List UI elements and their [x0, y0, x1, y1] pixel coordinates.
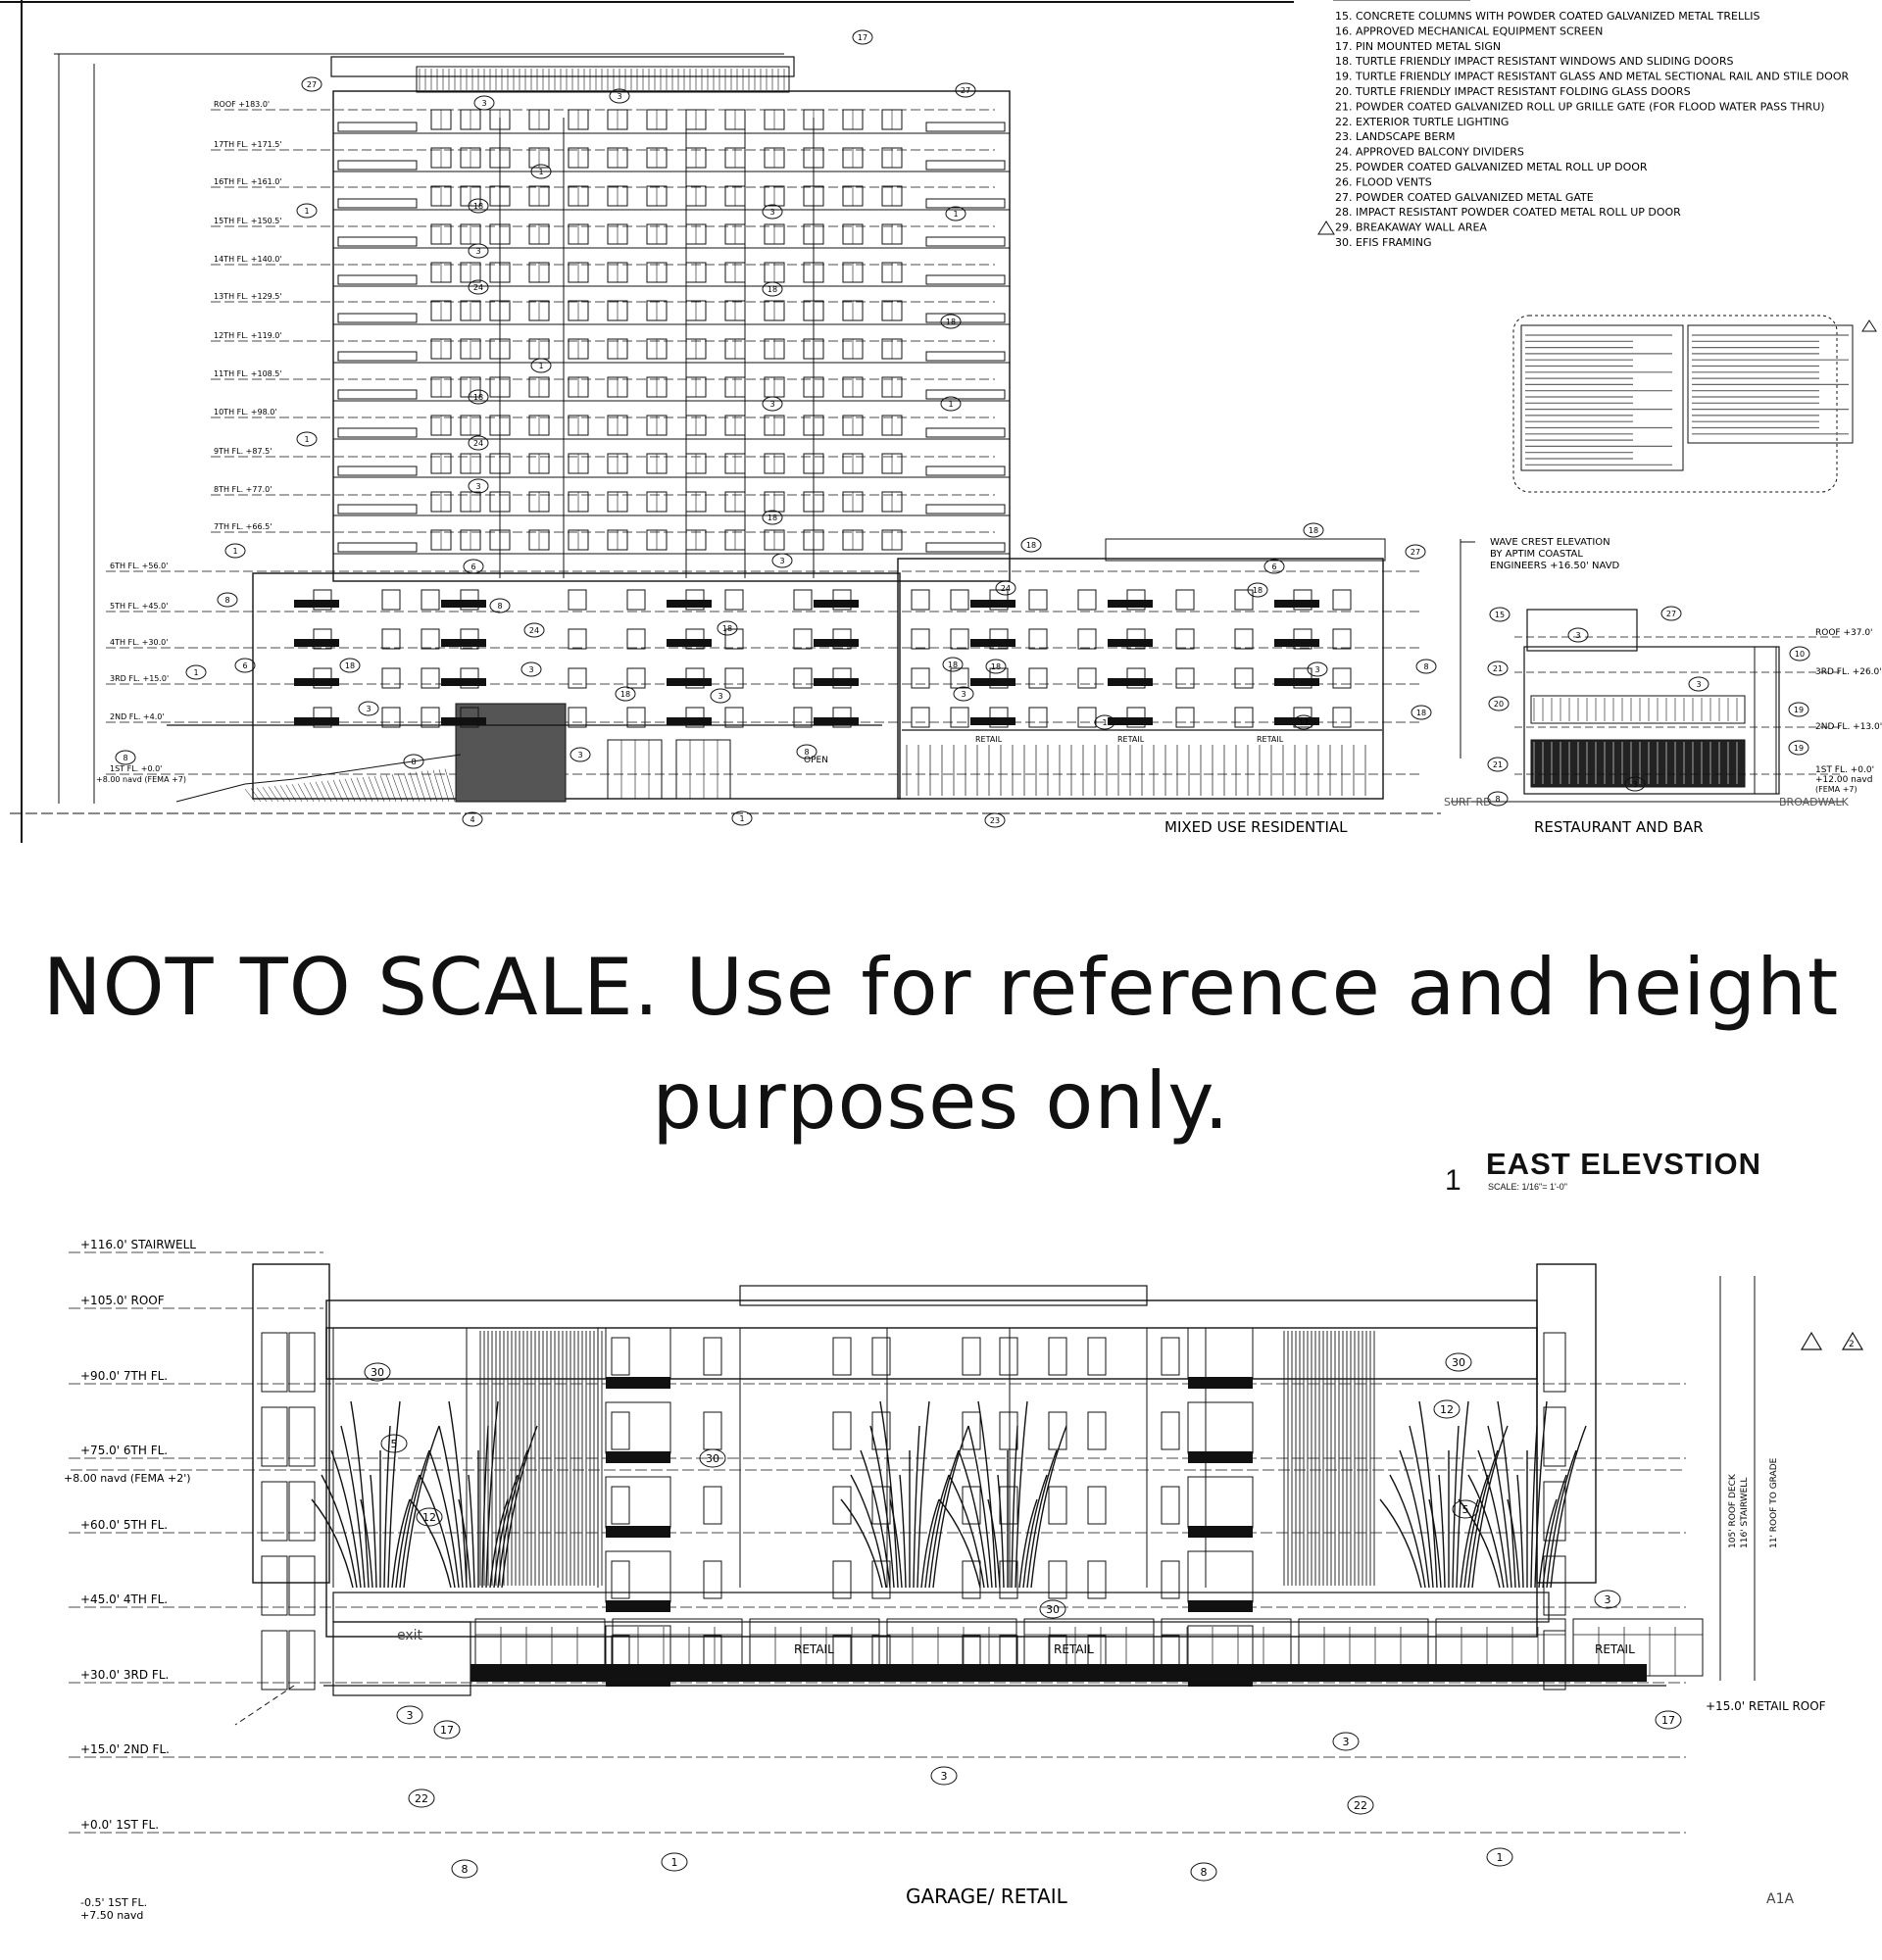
tower — [331, 57, 1010, 581]
svg-text:18: 18 — [472, 202, 484, 211]
svg-text:1: 1 — [948, 400, 954, 409]
keynote-item: 15. CONCRETE COLUMNS WITH POWDER COATED GALVANIZED METAL TRELLIS — [1335, 10, 1760, 23]
keynote-callout — [359, 702, 378, 715]
svg-text:18: 18 — [1308, 526, 1319, 535]
keynote-callout — [218, 593, 237, 607]
keynote-callout — [521, 662, 541, 676]
sheet-number: A1A — [1766, 1891, 1795, 1907]
retail-sign-a: RETAIL — [794, 1642, 834, 1656]
svg-text:30: 30 — [371, 1366, 384, 1379]
keynote-callout — [1333, 1733, 1359, 1750]
keynote-callout — [1308, 662, 1327, 676]
keynote-item: 29. BREAKAWAY WALL AREA — [1335, 220, 1487, 234]
svg-text:3: 3 — [577, 751, 583, 760]
top-level-label: 8TH FL. +77.0' — [214, 485, 272, 494]
svg-text:3: 3 — [528, 665, 534, 674]
keynote-callout — [524, 623, 544, 637]
grass-illustration — [312, 1401, 1586, 1588]
svg-text:3: 3 — [940, 1770, 948, 1783]
keynote-callout — [610, 89, 629, 103]
svg-text:17: 17 — [1298, 718, 1310, 727]
svg-text:24: 24 — [472, 283, 484, 292]
flood-notes-box — [1513, 316, 1876, 492]
svg-text:1: 1 — [538, 168, 544, 176]
rest-3rd-label: 3RD FL. +26.0' — [1815, 667, 1882, 677]
keynote-callout — [1191, 1863, 1216, 1881]
svg-text:8: 8 — [411, 758, 417, 766]
svg-text:1: 1 — [953, 210, 959, 219]
warning-triangle-icon-2 — [1843, 1333, 1862, 1349]
keynote-callout — [464, 560, 483, 573]
keynote-callout — [711, 689, 730, 703]
keynote-callout — [469, 479, 488, 493]
keynote-callout — [1661, 607, 1681, 620]
keynote-callout — [1412, 706, 1431, 719]
svg-text:19: 19 — [1793, 744, 1805, 753]
svg-text:4: 4 — [470, 815, 475, 824]
svg-text:3: 3 — [961, 690, 966, 699]
keynote-item: 21. POWDER COATED GALVANIZED ROLL UP GRILLE GATE (FOR FLOOD WATER PASS THRU) — [1335, 100, 1825, 114]
keynote-item: 25. POWDER COATED GALVANIZED METAL ROLL UP DOOR — [1335, 161, 1648, 173]
keynote-callout — [570, 748, 590, 761]
svg-text:1: 1 — [670, 1856, 678, 1869]
keynote-callout — [931, 1767, 957, 1785]
svg-text:12: 12 — [1440, 1403, 1454, 1416]
svg-text:30: 30 — [1452, 1356, 1465, 1369]
datum-1: +8.00 navd (FEMA +2') — [64, 1472, 191, 1485]
svg-text:3: 3 — [1314, 665, 1320, 674]
keynote-callout — [404, 755, 423, 768]
keynote-callout — [225, 544, 245, 558]
keynote-item: 19. TURTLE FRIENDLY IMPACT RESISTANT GLASS AND METAL SECTIONAL RAIL AND STILE DOOR — [1335, 70, 1850, 83]
bottom-level-label: +116.0' STAIRWELL — [80, 1238, 196, 1251]
svg-text:20: 20 — [1493, 700, 1505, 709]
keynote-callout — [1040, 1600, 1065, 1618]
wave-crest-3: ENGINEERS +16.50' NAVD — [1490, 561, 1620, 571]
svg-text:18: 18 — [1025, 541, 1037, 550]
top-level-label: 6TH FL. +56.0' — [110, 562, 169, 570]
svg-text:1: 1 — [538, 362, 544, 370]
keynote-callout — [853, 30, 872, 44]
svg-text:18: 18 — [947, 661, 959, 669]
keynote-list — [1318, 0, 1849, 249]
svg-text:17: 17 — [440, 1724, 454, 1737]
svg-text:3: 3 — [1632, 780, 1638, 789]
wave-crest-1: WAVE CREST ELEVATION — [1490, 537, 1610, 548]
svg-text:18: 18 — [721, 624, 733, 633]
top-level-label: ROOF +183.0' — [214, 100, 271, 109]
keynote-item: 16. APPROVED MECHANICAL EQUIPMENT SCREEN — [1335, 24, 1604, 38]
svg-text:8: 8 — [1200, 1866, 1208, 1879]
svg-text:18: 18 — [1252, 586, 1263, 595]
bottom-level-label: +90.0' 7TH FL. — [80, 1369, 169, 1383]
keynote-callout — [340, 659, 360, 672]
keynote-callout — [941, 315, 961, 328]
keynote-callout — [116, 751, 135, 764]
svg-text:27: 27 — [1665, 610, 1677, 618]
retail-sign-2: RETAIL — [1117, 735, 1145, 744]
svg-text:6: 6 — [242, 662, 248, 670]
keynote-callout — [985, 813, 1005, 827]
svg-text:21: 21 — [1492, 664, 1504, 673]
retail-sign-3: RETAIL — [1257, 735, 1284, 744]
keynote-callout — [452, 1860, 477, 1878]
svg-text:1: 1 — [304, 207, 310, 216]
keynote-callout — [469, 244, 488, 258]
garage-retail-caption: GARAGE/ RETAIL — [906, 1885, 1067, 1908]
svg-text:3: 3 — [769, 400, 775, 409]
keynote-item: 26. FLOOD VENTS — [1335, 175, 1432, 189]
keynote-callout — [616, 687, 635, 701]
svg-text:8: 8 — [224, 596, 230, 605]
keynote-callout — [1416, 660, 1436, 673]
rest-navd-label: +12.00 navd — [1815, 775, 1873, 785]
svg-text:18: 18 — [767, 285, 778, 294]
keynote-item: 24. APPROVED BALCONY DIVIDERS — [1335, 145, 1524, 159]
keynote-callout — [763, 397, 782, 411]
not-to-scale-notice — [0, 931, 1882, 1158]
keynote-callout — [1264, 560, 1284, 573]
retail-sign-1: RETAIL — [975, 735, 1003, 744]
mixed-use-caption: MIXED USE RESIDENTIAL — [1164, 818, 1348, 836]
top-level-label: 11TH FL. +108.5' — [214, 369, 282, 378]
svg-text:18: 18 — [619, 690, 631, 699]
keynote-callout — [763, 282, 782, 296]
top-level-label: 16TH FL. +161.0' — [214, 177, 282, 186]
keynote-item: 23. LANDSCAPE BERM — [1335, 130, 1456, 144]
notice-line-1: NOT TO SCALE. Use for reference and height — [42, 942, 1840, 1033]
svg-text:30: 30 — [706, 1452, 719, 1465]
keynote-callout — [531, 359, 551, 372]
keynote-callout — [365, 1363, 390, 1381]
keynote-item: 27. POWDER COATED GALVANIZED METAL GATE — [1335, 190, 1594, 204]
keynote-callout — [1789, 703, 1808, 716]
svg-text:21: 21 — [1492, 760, 1504, 769]
retail-sign-b: RETAIL — [1054, 1642, 1094, 1656]
dim-roof-grade: 11' ROOF TO GRADE — [1769, 1457, 1779, 1548]
svg-text:1: 1 — [193, 668, 199, 677]
keynote-callout — [469, 436, 488, 450]
svg-text:6: 6 — [1271, 563, 1277, 571]
dim-stairwell: 116' STAIRWELL — [1740, 1477, 1750, 1548]
warning-triangle-icon — [1802, 1333, 1821, 1349]
svg-text:8: 8 — [1423, 662, 1429, 671]
svg-text:3: 3 — [617, 92, 622, 101]
restaurant-caption: RESTAURANT AND BAR — [1534, 818, 1704, 836]
keynote-callout — [1406, 545, 1425, 559]
svg-text:1: 1 — [1102, 718, 1108, 727]
keynote-callout — [302, 77, 322, 91]
svg-text:12: 12 — [422, 1511, 436, 1524]
keynote-callout — [474, 96, 494, 110]
keynote-callout — [1488, 662, 1508, 675]
svg-text:3: 3 — [475, 482, 481, 491]
keynote-callout — [941, 397, 961, 411]
svg-text:8: 8 — [461, 1863, 469, 1876]
keynote-callout — [409, 1789, 434, 1807]
svg-text:8: 8 — [1495, 795, 1501, 804]
svg-text:27: 27 — [960, 86, 971, 95]
keynote-callout — [1568, 628, 1588, 642]
broadwalk-label: BROADWALK — [1779, 796, 1849, 808]
top-level-label: 1ST FL. +0.0' — [110, 764, 163, 773]
bottom-level-label: +45.0' 4TH FL. — [80, 1592, 169, 1606]
svg-text:15: 15 — [1494, 611, 1506, 619]
svg-text:3: 3 — [366, 705, 371, 713]
keynote-callout — [954, 687, 973, 701]
wave-crest-2: BY APTIM COASTAL — [1490, 549, 1583, 560]
keynote-callout — [1595, 1591, 1620, 1608]
keynote-callout — [1490, 608, 1510, 621]
svg-text:22: 22 — [415, 1792, 428, 1805]
warning-triangle-icon — [1862, 320, 1876, 331]
surf-rd-label: SURF RD — [1444, 796, 1492, 808]
svg-text:24: 24 — [472, 439, 484, 448]
bottom-level-label: +60.0' 5TH FL. — [80, 1518, 169, 1532]
bottom-elevation-drawing — [0, 1215, 1882, 1960]
top-level-label: 13TH FL. +129.5' — [214, 292, 282, 301]
svg-text:1: 1 — [304, 435, 310, 444]
keynote-callout — [763, 511, 782, 524]
svg-text:3: 3 — [475, 247, 481, 256]
svg-text:1: 1 — [739, 814, 745, 823]
top-elevation-drawing — [0, 0, 1882, 853]
keynote-item: 28. IMPACT RESISTANT POWDER COATED METAL ROLL UP DOOR — [1335, 206, 1681, 220]
top-level-lines — [106, 100, 1421, 774]
keynote-callout — [956, 83, 975, 97]
keynote-item: 17. PIN MOUNTED METAL SIGN — [1335, 39, 1502, 53]
svg-text:30: 30 — [1046, 1603, 1060, 1616]
keynote-callout — [1348, 1796, 1373, 1814]
keynote-callout — [772, 554, 792, 567]
keynote-callout — [1488, 758, 1508, 771]
svg-text:8: 8 — [804, 748, 810, 757]
top-level-label: 5TH FL. +45.0' — [110, 602, 169, 611]
svg-text:17: 17 — [1661, 1714, 1675, 1727]
retail-roof-label: +15.0' RETAIL ROOF — [1706, 1699, 1826, 1713]
svg-text:22: 22 — [1354, 1799, 1367, 1812]
svg-text:19: 19 — [1793, 706, 1805, 714]
top-level-label: 15TH FL. +150.5' — [214, 217, 282, 225]
svg-text:18: 18 — [767, 514, 778, 522]
svg-text:18: 18 — [945, 318, 957, 326]
keynote-callout — [763, 205, 782, 219]
bottom-level-label: +0.0' 1ST FL. — [80, 1818, 160, 1832]
svg-text:1: 1 — [1496, 1851, 1504, 1864]
svg-text:3: 3 — [718, 692, 723, 701]
keynote-callout — [1434, 1400, 1460, 1418]
drawing-title: EAST ELEVSTION — [1486, 1147, 1761, 1181]
keynote-callout — [986, 660, 1006, 673]
keynote-callout — [1021, 538, 1041, 552]
rest-1st-label: 1ST FL. +0.0' — [1815, 765, 1875, 775]
retail-sign-c: RETAIL — [1595, 1642, 1635, 1656]
notice-line-2: purposes only. — [652, 1055, 1230, 1147]
keynote-callout — [1304, 523, 1323, 537]
top-level-label: 2ND FL. +4.0' — [110, 712, 165, 721]
keynote-callout — [718, 621, 737, 635]
svg-text:18: 18 — [472, 393, 484, 402]
keynote-callout — [996, 581, 1015, 595]
keynote-callout — [397, 1706, 422, 1724]
top-level-label: 3RD FL. +15.0' — [110, 674, 170, 683]
top-level-label: 9TH FL. +87.5' — [214, 447, 272, 456]
keynote-callout — [463, 812, 482, 826]
svg-text:3: 3 — [1696, 680, 1702, 689]
svg-text:1: 1 — [232, 547, 238, 556]
svg-text:3: 3 — [769, 208, 775, 217]
keynote-callout — [1489, 697, 1509, 710]
open-label: OPEN — [804, 756, 828, 765]
svg-text:18: 18 — [1415, 709, 1427, 717]
drawing-scale: SCALE: 1/16"= 1'-0" — [1488, 1182, 1567, 1192]
svg-text:3: 3 — [779, 557, 785, 565]
base-note: +8.00 navd (FEMA +7) — [96, 775, 186, 784]
bottom-level-label: +75.0' 6TH FL. — [80, 1444, 169, 1457]
svg-text:5: 5 — [390, 1438, 398, 1450]
svg-text:3: 3 — [481, 99, 487, 108]
keynote-callout — [186, 665, 206, 679]
keynote-callout — [1689, 677, 1709, 691]
svg-text:8: 8 — [123, 754, 128, 762]
podium — [167, 539, 1385, 802]
keynote-callout — [469, 280, 488, 294]
svg-text:2: 2 — [1849, 1340, 1855, 1349]
keynote-callout — [1487, 1848, 1512, 1866]
svg-text:3: 3 — [1575, 631, 1581, 640]
keynote-callout — [732, 811, 752, 825]
svg-text:6: 6 — [470, 563, 476, 571]
keynote-item: 20. TURTLE FRIENDLY IMPACT RESISTANT FOLDING GLASS DOORS — [1335, 85, 1691, 98]
top-level-label: 4TH FL. +30.0' — [110, 638, 169, 647]
keynote-callout — [1789, 741, 1808, 755]
keynote-callout — [946, 207, 966, 220]
keynote-callout — [662, 1853, 687, 1871]
svg-text:3: 3 — [1342, 1736, 1350, 1748]
keynote-callout — [1790, 647, 1809, 661]
datum-2b: +7.50 navd — [80, 1909, 144, 1922]
rest-2nd-label: 2ND FL. +13.0' — [1815, 722, 1882, 732]
rest-fema-label: (FEMA +7) — [1815, 785, 1857, 794]
keynote-callout — [1446, 1353, 1471, 1371]
keynote-callout — [434, 1721, 460, 1739]
keynote-item: 18. TURTLE FRIENDLY IMPACT RESISTANT WINDOWS AND SLIDING DOORS — [1335, 55, 1734, 69]
keynote-callout — [943, 658, 963, 671]
dim-roof-deck: 105' ROOF DECK — [1728, 1474, 1738, 1548]
svg-text:10: 10 — [1794, 650, 1806, 659]
svg-text:18: 18 — [990, 662, 1002, 671]
svg-text:17: 17 — [857, 33, 868, 42]
keynote-callout — [235, 659, 255, 672]
svg-text:23: 23 — [989, 816, 1001, 825]
bottom-level-label: +105.0' ROOF — [80, 1294, 165, 1307]
svg-text:24: 24 — [1000, 584, 1012, 593]
top-level-label: 14TH FL. +140.0' — [214, 255, 282, 264]
top-level-label: 7TH FL. +66.5' — [214, 522, 272, 531]
top-level-label: 17TH FL. +171.5' — [214, 140, 282, 149]
keynote-callout — [490, 599, 510, 612]
bottom-level-label: +15.0' 2ND FL. — [80, 1742, 170, 1756]
svg-text:27: 27 — [306, 80, 318, 89]
keynote-callout — [797, 745, 817, 759]
bottom-level-label: +30.0' 3RD FL. — [80, 1668, 170, 1682]
bottom-keynote-callouts — [365, 1353, 1681, 1881]
svg-text:3: 3 — [406, 1709, 414, 1722]
svg-text:18: 18 — [344, 662, 356, 670]
keynote-item: 30. EFIS FRAMING — [1335, 236, 1432, 249]
keynote-callout — [1656, 1711, 1681, 1729]
keynote-callout — [297, 204, 317, 218]
svg-text:3: 3 — [1604, 1593, 1611, 1606]
svg-text:27: 27 — [1410, 548, 1421, 557]
datum-2a: -0.5' 1ST FL. — [80, 1896, 148, 1909]
top-level-label: 10TH FL. +98.0' — [214, 408, 277, 416]
exit-label: exit — [397, 1628, 423, 1643]
keynote-callout — [297, 432, 317, 446]
warning-triangle-icon — [1318, 221, 1334, 234]
rest-roof-label: ROOF +37.0' — [1815, 628, 1873, 638]
keynote-callout — [381, 1435, 407, 1452]
drawing-number: 1 — [1445, 1164, 1461, 1197]
top-level-label: 12TH FL. +119.0' — [214, 331, 282, 340]
keynote-item: 22. EXTERIOR TURTLE LIGHTING — [1335, 115, 1510, 128]
svg-text:8: 8 — [497, 602, 503, 611]
svg-text:5: 5 — [1461, 1503, 1469, 1516]
svg-text:24: 24 — [528, 626, 540, 635]
